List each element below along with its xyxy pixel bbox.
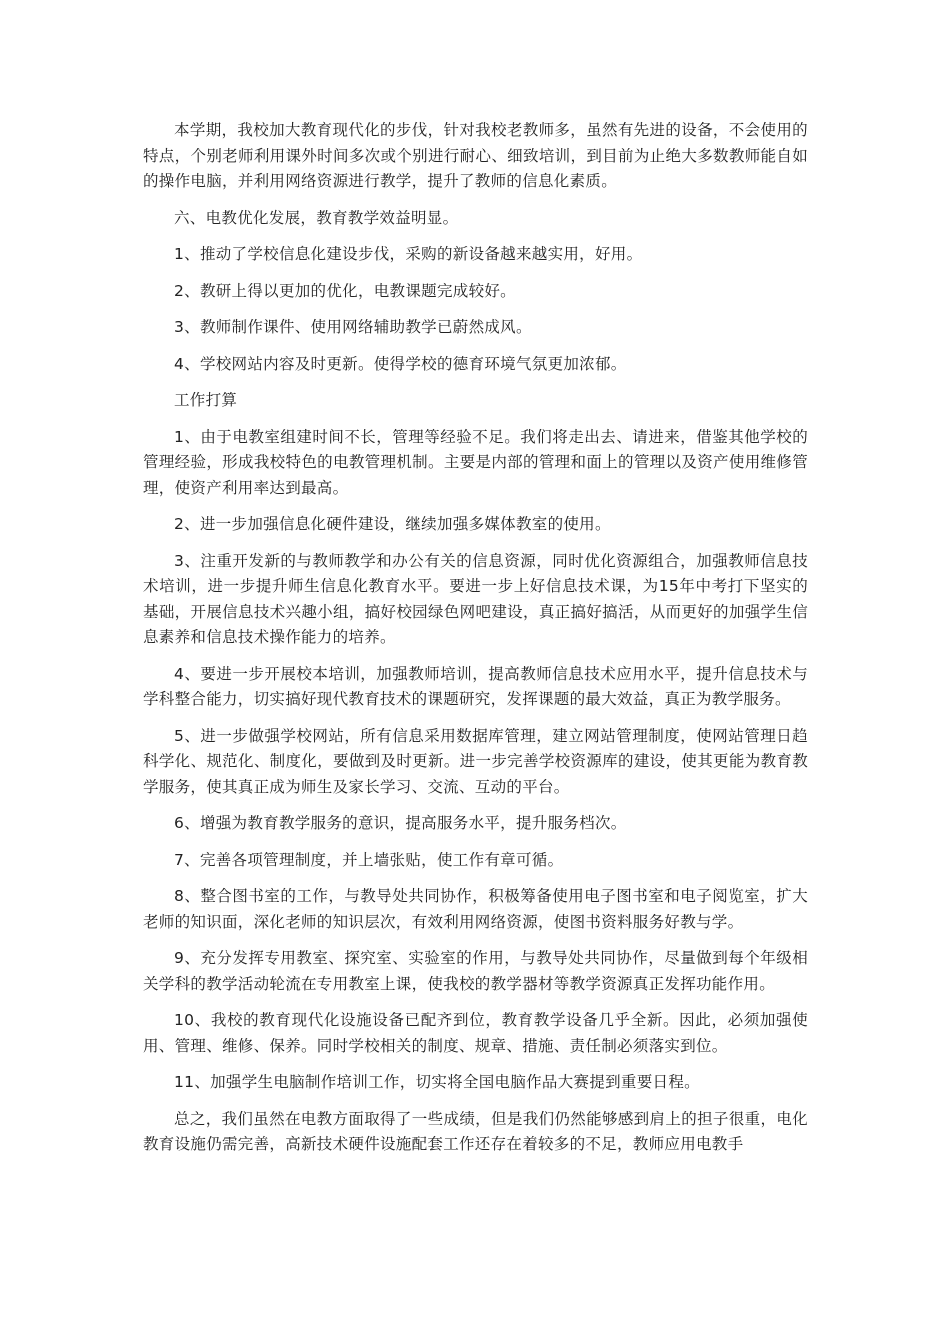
document-body [143,118,808,1169]
section-heading-work-plan: 工作打算 [174,391,238,409]
list-item: 2、教研上得以更加的优化，电教课题完成较好。 [174,281,516,300]
list-item: 10、我校的教育现代化设施设备已配齐到位，教育教学设备几乎全新。因此，必须加强使用、管理、维修、保养。同时学校相关的制度、规章、措施、责任制必须落实到位。 [143,1011,808,1055]
list-item: 4、要进一步开展校本培训，加强教师培训，提高教师信息技术应用水平，提升信息技术与学科整合能力，切实搞好现代教育技术的课题研究，发挥课题的最大效益，真正为教学服务。 [143,664,808,708]
section-heading-six: 六、电教优化发展，教育教学效益明显。 [174,208,459,227]
list-item: 3、注重开发新的与教师教学和办公有关的信息资源，同时优化资源组合，加强教师信息技术培训，进一步提升师生信息化教育水平。要进一步上好信息技术课，为15年中考打下坚实的基础，开展信息技术兴趣小组，搞好校园绿色网吧建设，真正搞好搞活，从而更好的加强学生信息素养和信息技术操作能力的培养。 [143,551,808,646]
list-item: 11、加强学生电脑制作培训工作，切实将全国电脑作品大赛提到重要日程。 [174,1073,700,1091]
list-item: 1、由于电教室组建时间不长，管理等经验不足。我们将走出去、请进来，借鉴其他学校的管理经验，形成我校特色的电教管理机制。主要是内部的管理和面上的管理以及资产使用维修管理，使资产利用率达到最高。 [143,427,808,497]
list-item: 8、整合图书室的工作，与教导处共同协作，积极筹备使用电子图书室和电子阅览室，扩大老师的知识面，深化老师的知识层次，有效利用网络资源，使图书资料服务好教与学。 [143,887,808,931]
list-item: 6、增强为教育教学服务的意识，提高服务水平，提升服务档次。 [174,814,627,832]
list-item: 1、推动了学校信息化建设步伐，采购的新设备越来越实用，好用。 [174,245,643,263]
paragraph-conclusion: 总之，我们虽然在电教方面取得了一些成绩，但是我们仍然能够感到肩上的担子很重，电化教育设施仍需完善，高新技术硬件设施配套工作还存在着较多的不足，教师应用电教手 [143,1109,808,1153]
list-item: 2、进一步加强信息化硬件建设，继续加强多媒体教室的使用。 [174,515,611,533]
list-item: 7、完善各项管理制度，并上墙张贴，使工作有章可循。 [174,850,564,869]
list-item: 4、学校网站内容及时更新。使得学校的德育环境气氛更加浓郁。 [174,354,627,373]
list-item: 3、教师制作课件、使用网络辅助教学已蔚然成风。 [174,318,532,336]
list-item: 5、进一步做强学校网站，所有信息采用数据库管理，建立网站管理制度，使网站管理日趋科学化、规范化、制度化，要做到及时更新。进一步完善学校资源库的建设，使其更能为教育教学服务，使其真正成为师生及家长学习、交流、互动的平台。 [143,726,808,796]
paragraph-intro: 本学期，我校加大教育现代化的步伐，针对我校老教师多，虽然有先进的设备，不会使用的特点，个别老师利用课外时间多次或个别进行耐心、细致培训，到目前为止绝大多数教师能自如的操作电脑，并利用网络资源进行教学，提升了教师的信息化素质。 [143,121,808,190]
list-item: 9、充分发挥专用教室、探究室、实验室的作用，与教导处共同协作，尽量做到每个年级相关学科的教学活动轮流在专用教室上课，使我校的教学器材等教学资源真正发挥功能作用。 [143,949,808,993]
